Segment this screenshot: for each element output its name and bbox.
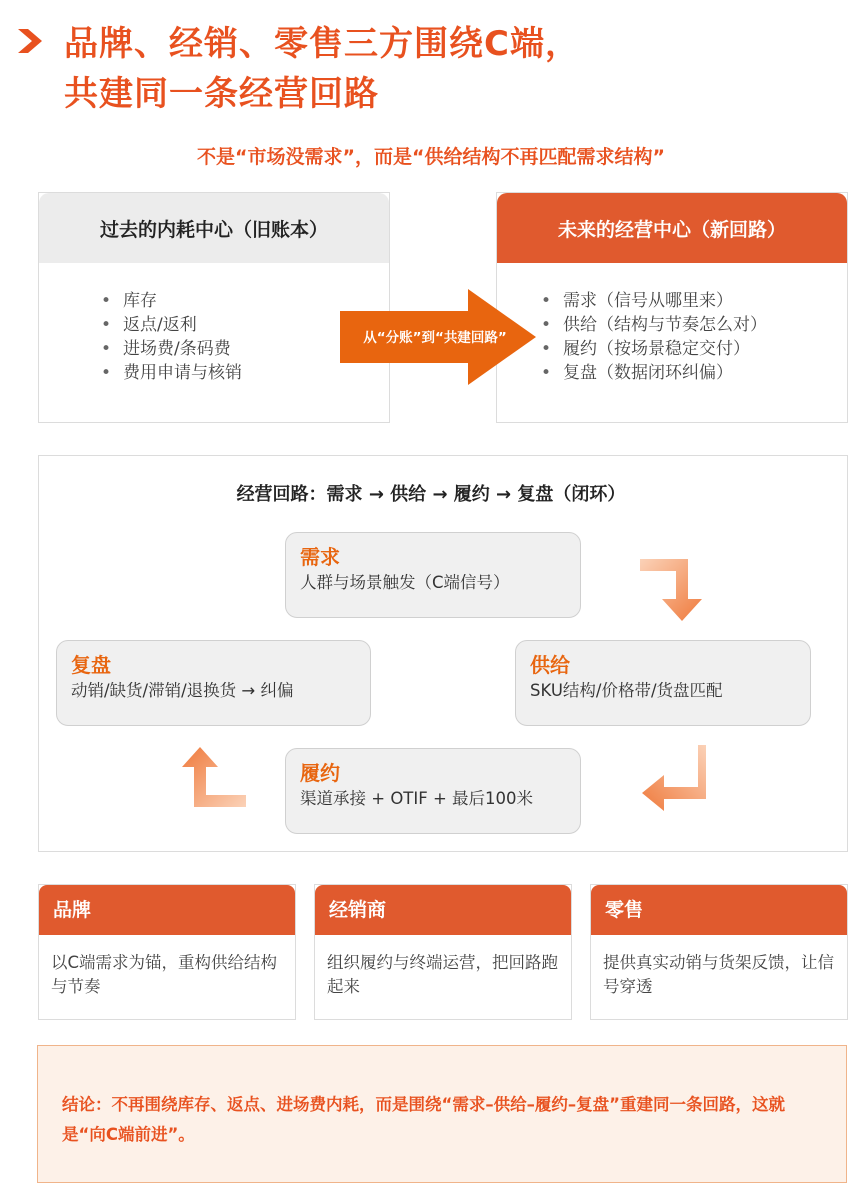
- arrow-up-right-icon: [180, 745, 250, 815]
- node-title: 供给: [530, 653, 570, 677]
- node-desc: 人群与场景触发（C端信号）: [300, 573, 510, 592]
- role-desc: 组织履约与终端运营，把回路跑起来: [327, 953, 558, 996]
- conclusion-box: [37, 1045, 847, 1183]
- node-desc: SKU结构/价格带/货盘匹配: [530, 681, 723, 700]
- role-desc: 以C端需求为锚，重构供给结构与节奏: [51, 953, 278, 996]
- role-card-retail: [590, 884, 848, 1020]
- node-title: 履约: [300, 761, 340, 785]
- past-list: [101, 289, 242, 385]
- list-item: • 供给（结构与节奏怎么对）: [541, 313, 767, 337]
- arrow-down-left-icon: [640, 745, 710, 815]
- node-desc: 动销/缺货/滞销/退换货 → 纠偏: [71, 681, 294, 700]
- future-list: [541, 289, 767, 385]
- chevron-right-icon: [18, 26, 48, 56]
- node-title: 复盘: [71, 653, 111, 677]
- past-heading: 过去的内耗中心（旧账本）: [39, 193, 389, 263]
- title-line-2: 共建同一条经营回路: [64, 74, 379, 114]
- conclusion-text: 结论：不再围绕库存、返点、进场费内耗，而是围绕“需求–供给–履约–复盘”重建同一条回路，这就是“向C端前进”。: [62, 1095, 785, 1144]
- role-desc: 提供真实动销与货架反馈，让信号穿透: [603, 953, 834, 996]
- future-heading: 未来的经营中心（新回路）: [497, 193, 847, 263]
- past-panel: [38, 192, 390, 423]
- loop-title: 经营回路：需求 → 供给 → 履约 → 复盘（闭环）: [236, 484, 626, 505]
- list-item: • 进场费/条码费: [101, 337, 242, 361]
- loop-node-review: [56, 640, 371, 726]
- list-item: • 复盘（数据闭环纠偏）: [541, 361, 767, 385]
- list-item: • 履约（按场景稳定交付）: [541, 337, 767, 361]
- list-item: • 需求（信号从哪里来）: [541, 289, 767, 313]
- loop-node-supply: [515, 640, 811, 726]
- role-heading: 品牌: [39, 885, 295, 935]
- arrow-down-right-icon: [640, 555, 710, 625]
- loop-node-demand: [285, 532, 581, 618]
- subtitle: 不是“市场没需求”，而是“供给结构不再匹配需求结构”: [197, 146, 665, 168]
- list-item: • 返点/返利: [101, 313, 242, 337]
- role-card-brand: [38, 884, 296, 1020]
- role-heading: 零售: [591, 885, 847, 935]
- list-item: • 费用申请与核销: [101, 361, 242, 385]
- node-desc: 渠道承接 + OTIF + 最后100米: [300, 789, 534, 808]
- list-item: • 库存: [101, 289, 242, 313]
- loop-node-fulfillment: [285, 748, 581, 834]
- role-card-distributor: [314, 884, 572, 1020]
- future-panel: [496, 192, 848, 423]
- title-line-1: 品牌、经销、零售三方围绕C端，: [64, 24, 580, 64]
- transition-label: 从“分账”到“共建回路”: [363, 330, 507, 346]
- role-heading: 经销商: [315, 885, 571, 935]
- node-title: 需求: [300, 545, 340, 569]
